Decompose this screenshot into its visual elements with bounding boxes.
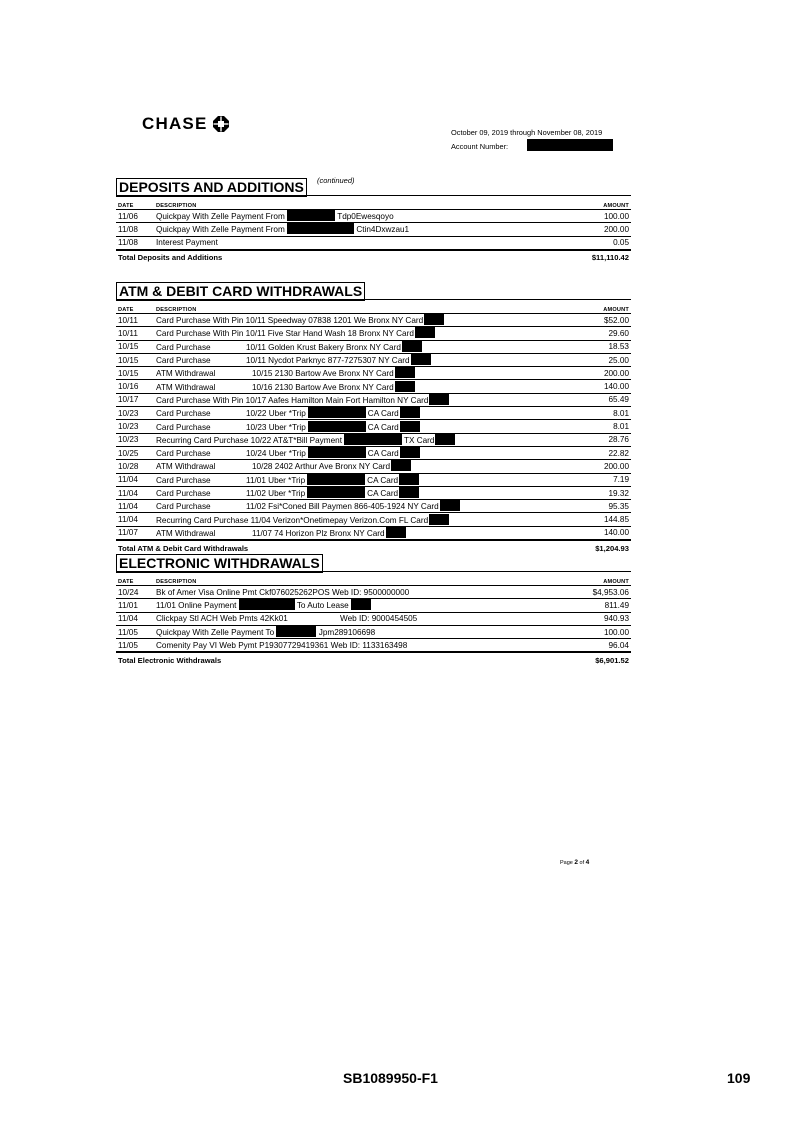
desc-text: CA Card: [367, 475, 399, 485]
page-of: of: [579, 860, 585, 866]
atm-table: [116, 302, 631, 555]
table-row: [116, 380, 631, 393]
desc-text: 10/24 Uber *Trip: [246, 449, 306, 459]
redaction-bar: [307, 474, 365, 485]
redaction-bar: [415, 327, 435, 338]
desc-text: Quickpay With Zelle Payment From: [156, 225, 285, 235]
statement-period: October 09, 2019 through November 08, 2019: [451, 128, 603, 137]
row-description: [154, 460, 579, 473]
date-header: DATE: [118, 579, 134, 585]
desc-text: CA Card: [367, 489, 399, 498]
redaction-bar: [429, 514, 449, 525]
row-date: 10/11: [116, 314, 154, 327]
desc-text: 10/15 2130 Bartow Ave Bronx NY Card: [252, 369, 394, 379]
table-row: [116, 460, 631, 473]
desc-text: 10/11 Nycdot Parknyc 877-7275307 NY Card: [246, 356, 410, 366]
electronic-table: [116, 574, 631, 667]
row-date: 11/08: [116, 236, 154, 250]
row-description: [154, 500, 579, 513]
row-description: Comenity Pay VI Web Pymt P19307729419361 Web ID: 1133163498: [154, 639, 568, 653]
redaction-bar: [391, 460, 411, 471]
table-row: [116, 314, 631, 327]
desc-text: TX Card: [403, 435, 435, 445]
row-description: [154, 599, 568, 612]
continued-note: (continued): [317, 176, 355, 185]
page-label: Page: [560, 860, 573, 866]
row-date: 11/04: [116, 473, 154, 486]
redaction-bar: [400, 421, 420, 432]
desc-text: Card Purchase With Pin 10/11 Speedway 07838 1201 We Bronx NY Card: [156, 316, 424, 326]
redaction-bar: [395, 367, 415, 378]
atm-withdrawals-section: [116, 282, 631, 555]
row-description: [154, 513, 579, 526]
row-description: [154, 526, 579, 540]
row-date: 11/04: [116, 486, 154, 499]
row-date: 11/07: [116, 526, 154, 540]
desc-text: 11/01 Uber *Trip: [246, 475, 306, 485]
desc-text: CA Card: [367, 409, 399, 419]
section-title: ELECTRONIC WITHDRAWALS: [116, 554, 323, 573]
row-date: 10/23: [116, 420, 154, 433]
redaction-bar: [435, 434, 455, 445]
amount-header: AMOUNT: [603, 579, 629, 585]
desc-text: ATM Withdrawal: [156, 528, 216, 538]
desc-text: Ctin4Dxwzau1: [356, 225, 410, 235]
amount-header: AMOUNT: [603, 307, 629, 313]
table-row: [116, 393, 631, 406]
row-amount: $4,953.06: [568, 586, 631, 599]
row-amount: 19.32: [579, 486, 631, 499]
table-row: [116, 625, 631, 638]
row-amount: 28.76: [579, 433, 631, 446]
redaction-bar: [308, 421, 366, 432]
desc-text: ATM Withdrawal: [156, 462, 216, 472]
redaction-bar: [276, 626, 316, 637]
row-amount: 95.35: [579, 500, 631, 513]
deposits-section: [116, 178, 631, 265]
desc-text: Jpm289106698: [318, 628, 376, 638]
row-amount: 140.00: [579, 526, 631, 540]
row-description: [154, 393, 579, 406]
desc-text: Card Purchase: [156, 422, 211, 432]
page-number: [560, 859, 589, 866]
total-row: [116, 540, 631, 555]
row-date: 11/04: [116, 513, 154, 526]
row-description: [154, 210, 565, 223]
table-row: [116, 223, 631, 236]
desc-text: 10/28 2402 Arthur Ave Bronx NY Card: [252, 462, 391, 472]
desc-text: 10/23 Uber *Trip: [246, 422, 306, 432]
table-row: [116, 433, 631, 446]
row-date: 11/04: [116, 500, 154, 513]
table-row: [116, 210, 631, 223]
chase-octagon-icon: [213, 116, 229, 132]
redaction-bar: [399, 487, 419, 498]
account-number-label: Account Number:: [451, 142, 509, 151]
row-amount: 22.82: [579, 446, 631, 459]
row-date: 10/23: [116, 433, 154, 446]
row-description: [154, 327, 579, 340]
desc-text: Clickpay Stl ACH Web Pmts 42Kk01: [156, 614, 288, 624]
section-title: ATM & DEBIT CARD WITHDRAWALS: [116, 282, 365, 301]
row-amount: 144.85: [579, 513, 631, 526]
row-date: 10/25: [116, 446, 154, 459]
table-row: [116, 486, 631, 499]
row-description: [154, 314, 579, 327]
row-description: [154, 433, 579, 446]
row-description: [154, 223, 565, 236]
desc-text: CA Card: [367, 422, 399, 432]
row-date: 11/01: [116, 599, 154, 612]
row-description: [154, 380, 579, 393]
table-row: [116, 407, 631, 420]
section-rule: [116, 195, 631, 196]
desc-text: 11/07 74 Horizon Plz Bronx NY Card: [252, 528, 385, 538]
description-header: DESCRIPTION: [156, 307, 197, 313]
desc-text: Quickpay With Zelle Payment To: [156, 628, 275, 638]
desc-text: Card Purchase: [156, 449, 211, 459]
total-label: Total Deposits and Additions: [116, 250, 565, 265]
row-amount: 200.00: [565, 223, 631, 236]
redaction-bar: [308, 447, 366, 458]
redaction-bar: [411, 354, 431, 365]
total-label: Total Electronic Withdrawals: [116, 652, 568, 667]
row-amount: $52.00: [579, 314, 631, 327]
redaction-bar: [399, 474, 419, 485]
row-description: [154, 236, 565, 250]
desc-text: Card Purchase: [156, 342, 211, 352]
desc-text: Card Purchase: [156, 356, 211, 366]
page-total: 4: [585, 859, 590, 866]
desc-text: Card Purchase: [156, 489, 211, 498]
row-amount: 940.93: [568, 612, 631, 625]
total-amount: $11,110.42: [565, 250, 631, 265]
row-amount: 200.00: [579, 460, 631, 473]
table-row: [116, 236, 631, 250]
amount-header: AMOUNT: [603, 203, 629, 209]
row-amount: 96.04: [568, 639, 631, 653]
row-description: [154, 420, 579, 433]
row-description: [154, 612, 568, 625]
desc-text: CA Card: [367, 449, 399, 459]
table-row: [116, 513, 631, 526]
total-row: [116, 250, 631, 265]
row-date: 11/06: [116, 210, 154, 223]
desc-text: Web ID: 9000454505: [340, 614, 418, 624]
redaction-bar: [308, 407, 366, 418]
desc-text: Card Purchase With Pin 10/17 Aafes Hamilton Main Fort Hamilton NY Card: [156, 395, 429, 405]
row-date: 11/05: [116, 625, 154, 638]
section-title: DEPOSITS AND ADDITIONS: [116, 178, 307, 197]
desc-text: To Auto Lease: [296, 601, 349, 611]
desc-text: Card Purchase: [156, 409, 211, 419]
row-date: 10/15: [116, 340, 154, 353]
date-header: DATE: [118, 203, 134, 209]
table-row: [116, 327, 631, 340]
row-date: 10/23: [116, 407, 154, 420]
table-row: [116, 586, 631, 599]
row-amount: 811.49: [568, 599, 631, 612]
logo-brand: CHASE: [142, 114, 208, 133]
row-description: [154, 367, 579, 380]
total-amount: $6,901.52: [568, 652, 631, 667]
redaction-bar: [402, 341, 422, 352]
desc-text: 10/11 Golden Krust Bakery Bronx NY Card: [246, 342, 401, 352]
desc-text: Card Purchase: [156, 475, 211, 485]
total-row: [116, 652, 631, 667]
row-description: [154, 625, 568, 638]
description-header: DESCRIPTION: [156, 579, 197, 585]
desc-text: 11/02 Fsi*Coned Bill Paymen 866-405-1924 NY Card: [246, 502, 439, 512]
bates-page-number: 109: [727, 1070, 751, 1086]
total-amount: $1,204.93: [579, 540, 631, 555]
redaction-bar: [429, 394, 449, 405]
table-row: [116, 473, 631, 486]
row-amount: 29.60: [579, 327, 631, 340]
row-amount: 8.01: [579, 420, 631, 433]
description-header: DESCRIPTION: [156, 203, 197, 209]
deposits-table: [116, 198, 631, 265]
page-current: 2: [574, 859, 579, 866]
row-date: 10/16: [116, 380, 154, 393]
desc-text: Card Purchase With Pin 10/11 Five Star Hand Wash 18 Bronx NY Card: [156, 329, 414, 339]
desc-text: 10/22 Uber *Trip: [246, 409, 306, 419]
desc-text: 11/02 Uber *Trip: [246, 489, 306, 498]
table-row: [116, 367, 631, 380]
redaction-bar: [287, 210, 335, 221]
desc-text: ATM Withdrawal: [156, 369, 216, 379]
redaction-bar: [400, 407, 420, 418]
table-row: [116, 612, 631, 625]
table-row: [116, 353, 631, 366]
row-amount: 65.49: [579, 393, 631, 406]
row-amount: 25.00: [579, 353, 631, 366]
redaction-bar: [386, 527, 406, 538]
row-date: 10/28: [116, 460, 154, 473]
desc-text: Interest Payment: [156, 238, 218, 248]
row-description: [154, 340, 579, 353]
row-date: 10/17: [116, 393, 154, 406]
chase-logo: [142, 114, 229, 134]
redaction-bar: [440, 500, 460, 511]
row-amount: 100.00: [568, 625, 631, 638]
row-date: 11/05: [116, 639, 154, 653]
table-row: [116, 639, 631, 653]
electronic-withdrawals-section: [116, 554, 631, 667]
row-date: 10/15: [116, 353, 154, 366]
table-row: [116, 526, 631, 540]
table-row: [116, 420, 631, 433]
row-amount: 140.00: [579, 380, 631, 393]
bates-stamp: SB1089950-F1: [343, 1070, 438, 1086]
desc-text: 11/01 Online Payment: [156, 601, 237, 611]
row-date: 10/24: [116, 586, 154, 599]
row-amount: 18.53: [579, 340, 631, 353]
redaction-bar: [351, 599, 371, 610]
date-header: DATE: [118, 307, 134, 313]
row-amount: 7.19: [579, 473, 631, 486]
row-description: Bk of Amer Visa Online Pmt Ckf076025262POS Web ID: 9500000000: [154, 586, 568, 599]
desc-text: 10/16 2130 Bartow Ave Bronx NY Card: [252, 382, 394, 392]
row-description: [154, 486, 579, 499]
table-row: [116, 340, 631, 353]
desc-text: Tdp0Ewesqoyo: [337, 212, 394, 222]
section-rule: [116, 571, 631, 572]
row-description: [154, 446, 579, 459]
desc-text: Quickpay With Zelle Payment From: [156, 212, 285, 222]
row-amount: 100.00: [565, 210, 631, 223]
row-description: [154, 353, 579, 366]
redaction-bar: [527, 139, 613, 151]
redaction-bar: [344, 434, 402, 445]
desc-text: Recurring Card Purchase 10/22 AT&T*Bill Payment: [156, 435, 342, 445]
desc-text: Card Purchase: [156, 502, 211, 512]
row-date: 11/04: [116, 612, 154, 625]
redaction-bar: [400, 447, 420, 458]
row-description: [154, 407, 579, 420]
redaction-bar: [287, 223, 354, 234]
row-date: 10/11: [116, 327, 154, 340]
redaction-bar: [424, 314, 444, 325]
table-row: [116, 599, 631, 612]
desc-text: Recurring Card Purchase 11/04 Verizon*Onetimepay Verizon.Com FL Card: [156, 515, 429, 525]
redaction-bar: [307, 487, 365, 498]
row-amount: 0.05: [565, 236, 631, 250]
redaction-bar: [239, 599, 295, 610]
row-description: [154, 473, 579, 486]
row-amount: 200.00: [579, 367, 631, 380]
total-label: Total ATM & Debit Card Withdrawals: [116, 540, 579, 555]
table-row: [116, 446, 631, 459]
redaction-bar: [395, 381, 415, 392]
row-amount: 8.01: [579, 407, 631, 420]
row-date: 10/15: [116, 367, 154, 380]
row-date: 11/08: [116, 223, 154, 236]
table-row: [116, 500, 631, 513]
desc-text: ATM Withdrawal: [156, 382, 216, 392]
section-rule: [116, 299, 631, 300]
